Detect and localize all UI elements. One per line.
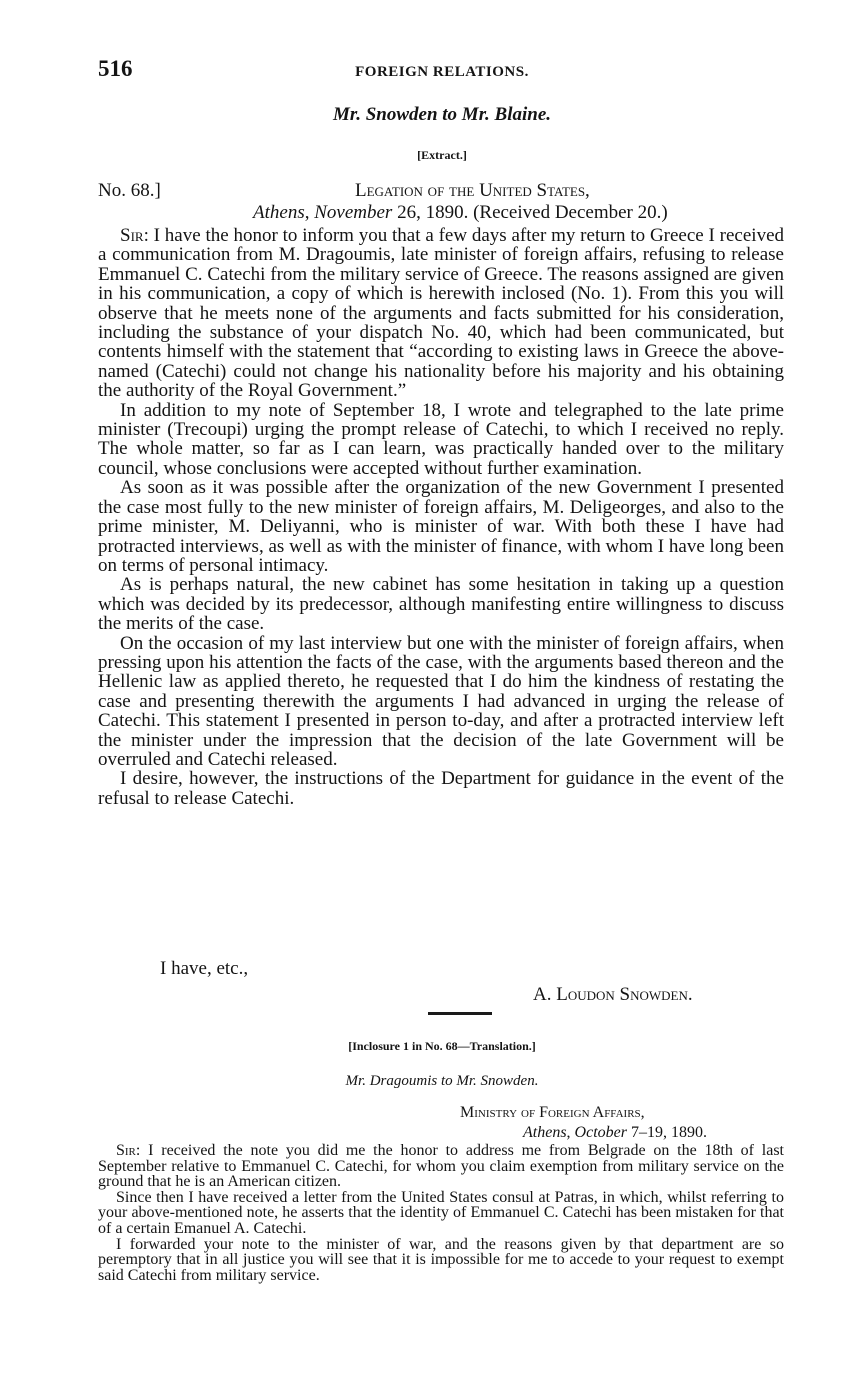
- dateline-day-year: 26, 1890.: [397, 202, 469, 223]
- inclosure-paragraph-1: [98, 1143, 784, 1190]
- dateline-month: November: [314, 202, 393, 223]
- letter-title: Mr. Snowden to Mr. Blaine.: [332, 104, 552, 125]
- ministry-heading: Ministry of Foreign Affairs,: [460, 1104, 645, 1121]
- inclosure-date-month: October: [574, 1124, 627, 1141]
- inclosure-dateline: Athens, October 7–19, 1890.: [523, 1124, 707, 1141]
- dispatch-number: No. 68.]: [98, 180, 161, 201]
- body-paragraph-3: As soon as it was possible after the organization of the new Government I presented the case most fully to the new minister of foreign affairs, M. Deligeorges, and also to the prime minister, M. Deliyanni, who is minister of war. With both these I have had protracted interviews, as well as with the minister of finance, with whom I have long been on terms of personal intimacy.: [98, 477, 784, 576]
- page-number: 516: [98, 56, 133, 81]
- extract-label: [Extract.]: [417, 148, 467, 162]
- signoff: I have, etc.,: [160, 958, 249, 979]
- salutation: Sir: [120, 225, 144, 246]
- running-head: FOREIGN RELATIONS.: [355, 64, 529, 80]
- section-divider: [428, 1012, 492, 1015]
- letter-body: [98, 226, 784, 808]
- paragraph-text: : I have the honor to inform you that a few days after my return to Greece I received a communication from M. Dragoumis, late minister of foreign affairs, refusing to release Emmanuel C. Catechi from the military service of Greece. The reasons assigned are given in his communication, a copy of which is herewith inclosed (No. 1). From this you will observe that he meets none of the arguments and facts submitted for his consideration, including the substance of your dispatch No. 40, which had been communicated, but contents himself with the statement that “according to existing laws in Greece the above-named (Catechi) could not change his nationality before his majority and his obtaining the authority of the Royal Government.”: [98, 225, 784, 402]
- dispatch-dateline: Athens, November 26, 1890. (Received December 20.): [253, 202, 668, 223]
- body-paragraph-6: I desire, however, the instructions of the Department for guidance in the event of the refusal to release Catechi.: [98, 768, 784, 809]
- received-date: (Received December 20.): [473, 202, 668, 223]
- body-paragraph-2: In addition to my note of September 18, I wrote and telegraphed to the late prime minister (Trecoupi) urging the prompt release of Catechi, to which I received no reply. The whole matter, so far as I can learn, was practically handed over to the military council, whose conclusions were accepted without further examination.: [98, 399, 784, 479]
- inclosure-body: [98, 1143, 784, 1283]
- inclosure-paragraph-3: I forwarded your note to the minister of war, and the reasons given by that department are so peremptory that in all justice you will see that it is impossible for me to accede to your request to exempt said Catechi from military service.: [98, 1235, 784, 1284]
- dateline-place: Athens: [253, 202, 305, 223]
- inclosure-title: Mr. Dragoumis to Mr. Snowden.: [345, 1073, 539, 1089]
- body-paragraph-5: On the occasion of my last interview but one with the minister of foreign affairs, when pressing upon his attention the facts of the case, with the arguments based thereon and the Hellenic law as applied thereto, he requested that I do him the kindness of restating the case and presenting therewith the arguments I had advanced in urging the release of Catechi. This statement I presented in person to-day, and after a protracted interview left the minister under the impression that the decision of the late Government will be overruled and Catechi released.: [98, 632, 784, 770]
- paragraph-text: : I received the note you did me the honor to address me from Belgrade on the 18th of last September relative to Emmanuel C. Catechi, for whom you claim exemption from military service on the ground that he is an American citizen.: [98, 1142, 784, 1191]
- inclosure-date-rest: 7–19, 1890.: [630, 1124, 707, 1141]
- body-paragraph-4: As is perhaps natural, the new cabinet has some hesitation in taking up a question which was decided by its predecessor, although manifesting entire willingness to discuss the merits of the case.: [98, 574, 784, 635]
- inclosure-date-place: Athens: [523, 1124, 567, 1141]
- legation-heading: Legation of the United States,: [355, 180, 590, 201]
- inclosure-label: [Inclosure 1 in No. 68—Translation.]: [348, 1039, 536, 1053]
- inclosure-paragraph-2: Since then I have received a letter from the United States consul at Patras, in which, whilst referring to your above-mentioned note, he asserts that the identity of Emmanuel C. Catechi has been mistaken for that of a certain Emanuel A. Catechi.: [98, 1188, 784, 1237]
- inclosure-salutation: Sir: [116, 1142, 136, 1159]
- body-paragraph-1: [98, 226, 784, 401]
- signature: A. Loudon Snowden.: [533, 984, 693, 1005]
- page-header: [98, 56, 786, 86]
